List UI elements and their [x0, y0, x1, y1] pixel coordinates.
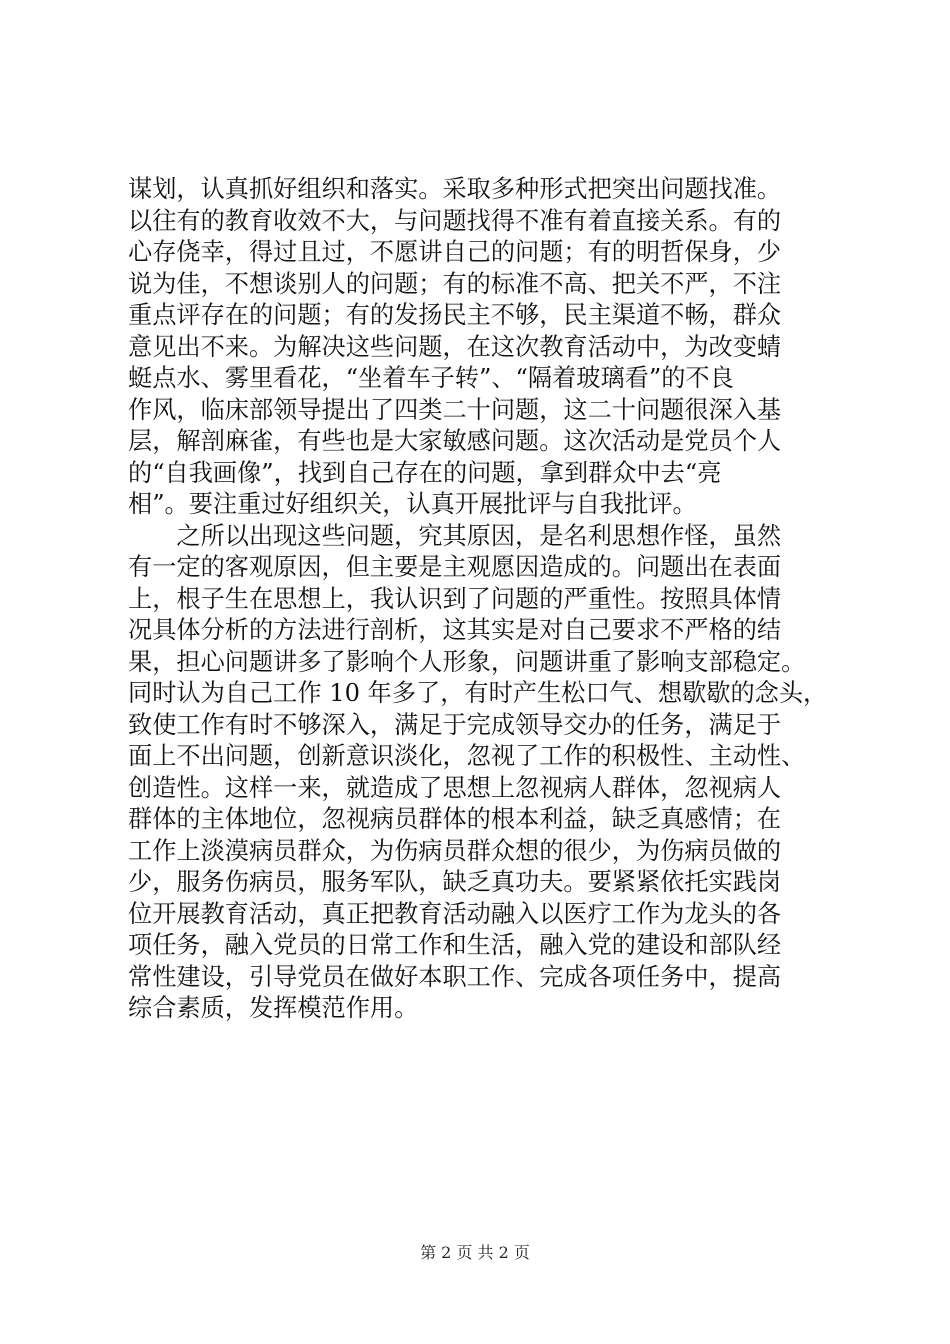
text-line: 有一定的客观原因，但主要是主观愿因造成的。问题出在表面	[128, 553, 782, 581]
text-line: 相”。要注重过好组织关，认真开展批评与自我批评。	[128, 490, 697, 518]
text-line: 蜓点水、雾里看花，“坐着车子转”、“隔着玻璃看”的不良	[128, 364, 734, 392]
text-line: 谋划，认真抓好组织和落实。采取多种形式把突出问题找准。	[128, 175, 782, 203]
text-line: 致使工作有时不够深入，满足于完成领导交办的任务，满足于	[128, 710, 782, 739]
document-body	[128, 174, 828, 1025]
text-line: 群体的主体地位，忽视病员群体的根本利益，缺乏真感情；在	[128, 805, 782, 833]
text-line: 重点评存在的问题；有的发扬民主不够，民主渠道不畅，群众	[128, 301, 782, 329]
text-line: 上，根子生在思想上，我认识到了问题的严重性。按照具体情	[128, 584, 782, 613]
text-line: 果，担心问题讲多了影响个人形象，问题讲重了影响支部稳定。	[128, 647, 806, 676]
text-line: 的“自我画像”，找到自己存在的问题，拿到群众中去“亮	[128, 458, 722, 487]
text-line: 综合素质，发挥模范作用。	[128, 994, 419, 1022]
text-line: 常性建设，引导党员在做好本职工作、完成各项任务中，提高	[128, 962, 782, 991]
text-line: 层，解剖麻雀，有些也是大家敏感问题。这次活动是党员个人	[128, 427, 782, 455]
text-line: 面上不出问题，创新意识淡化，忽视了工作的积极性、主动性、	[128, 742, 806, 770]
text-line: 创造性。这样一来，就造成了思想上忽视病人群体，忽视病人	[128, 773, 782, 802]
text-line: 说为佳，不想谈别人的问题；有的标准不高、把关不严，不注	[128, 269, 782, 298]
text-line: 况具体分析的方法进行剖析，这其实是对自己要求不严格的结	[128, 616, 782, 644]
text-line: 心存侥幸，得过且过，不愿讲自己的问题；有的明哲保身，少	[128, 238, 782, 266]
page-number-footer: 第 2 页 共 2 页	[420, 1243, 530, 1262]
text-line: 位开展教育活动，真正把教育活动融入以医疗工作为龙头的各	[128, 899, 782, 928]
text-line: 之所以出现这些问题，究其原因，是名利思想作怪，虽然	[128, 521, 782, 550]
text-line: 意见出不来。为解决这些问题，在这次教育活动中，为改变蜻	[128, 332, 782, 361]
text-line: 项任务，融入党员的日常工作和生活，融入党的建设和部队经	[128, 931, 782, 959]
text-line: 以往有的教育收效不大，与问题找得不准有着直接关系。有的	[128, 206, 782, 235]
text-line: 同时认为自己工作 10 年多了，有时产生松口气、想歇歇的念头，	[128, 679, 828, 707]
text-line: 作风，临床部领导提出了四类二十问题，这二十问题很深入基	[128, 395, 782, 424]
text-line: 工作上淡漠病员群众，为伤病员群众想的很少，为伤病员做的	[128, 836, 782, 865]
text-line: 少，服务伤病员，服务军队，缺乏真功夫。要紧紧依托实践岗	[128, 868, 782, 896]
